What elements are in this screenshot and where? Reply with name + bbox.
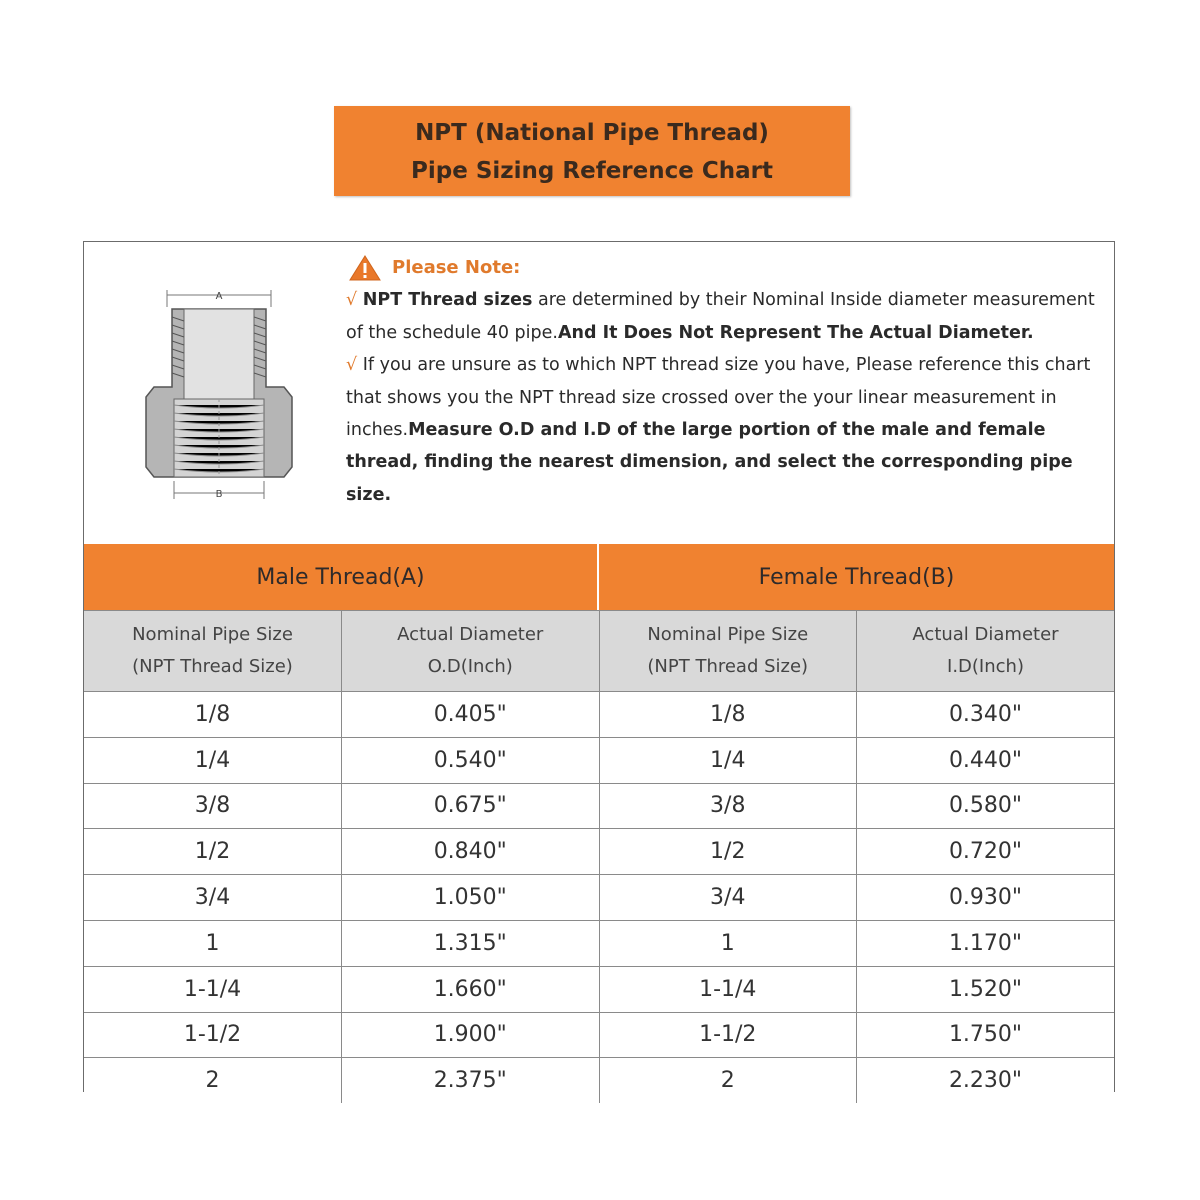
table-cell: 1.050" — [342, 875, 600, 921]
table-cell: 2 — [599, 1058, 857, 1103]
note-p2-bold: Measure O.D and I.D of the large portion of the male and female thread, finding the nearest dimension, and select the corresponding pipe size. — [346, 420, 1073, 505]
note-p1-bold: NPT Thread sizes — [362, 290, 533, 311]
note-p2-text: If you are unsure as to which NPT thread size you have, Please reference this chart that shows you the NPT thread size crossed over the your linear measurement in inches. — [346, 355, 1091, 441]
check-mark-icon: √ — [346, 355, 358, 376]
table-row — [84, 737, 1114, 783]
note-heading-label: Please Note: — [392, 257, 521, 278]
table-cell: 1/8 — [84, 692, 342, 738]
column-header-line: I.D(Inch) — [947, 656, 1024, 677]
column-header-line: Actual Diameter — [912, 624, 1059, 645]
table-row — [84, 966, 1114, 1012]
column-header-female-nominal — [599, 611, 857, 692]
female-thread-header: Female Thread(B) — [758, 564, 955, 590]
column-header-line: Nominal Pipe Size — [132, 624, 293, 645]
table-cell: 1.660" — [342, 966, 600, 1012]
title-line-2: Pipe Sizing Reference Chart — [411, 158, 773, 184]
table-cell: 1/4 — [599, 737, 857, 783]
table-cell: 3/8 — [84, 783, 342, 829]
note-p1-bold-2: And It Does Not Represent The Actual Diameter. — [557, 322, 1034, 343]
table-cell: 0.675" — [342, 783, 600, 829]
pipe-fitting-diagram — [134, 287, 304, 507]
table-row — [84, 1012, 1114, 1058]
note-p1-text: are determined by their Nominal Inside diameter measurement of the schedule 40 pipe. — [346, 290, 1095, 343]
table-cell: 1 — [599, 920, 857, 966]
table-cell: 3/8 — [599, 783, 857, 829]
table-cell: 1.520" — [857, 966, 1115, 1012]
note-paragraph-1 — [346, 284, 1106, 349]
note-paragraph-2 — [346, 349, 1106, 511]
dimension-label-b: B — [215, 489, 223, 500]
table-cell: 2.375" — [342, 1058, 600, 1103]
table-cell: 0.720" — [857, 829, 1115, 875]
table-cell: 1-1/4 — [599, 966, 857, 1012]
table-cell: 0.540" — [342, 737, 600, 783]
table-cell: 0.405" — [342, 692, 600, 738]
table-cell: 1.170" — [857, 920, 1115, 966]
note-section — [84, 242, 1114, 544]
table-row — [84, 829, 1114, 875]
table-cell: 1 — [84, 920, 342, 966]
column-header-line: O.D(Inch) — [427, 656, 513, 677]
note-text-block — [346, 252, 1106, 511]
table-cell: 1/8 — [599, 692, 857, 738]
check-mark-icon: √ — [346, 290, 358, 311]
table-cell: 1/2 — [599, 829, 857, 875]
male-thread-header: Male Thread(A) — [84, 544, 599, 610]
table-row — [84, 875, 1114, 921]
table-row — [84, 783, 1114, 829]
column-header-male-od — [342, 611, 600, 692]
table-row — [84, 920, 1114, 966]
column-header-row — [84, 611, 1114, 692]
table-row — [84, 692, 1114, 738]
table-cell: 1-1/2 — [599, 1012, 857, 1058]
table-cell: 3/4 — [599, 875, 857, 921]
note-heading — [348, 252, 1106, 284]
pipe-size-table — [84, 610, 1114, 1103]
table-cell: 1.900" — [342, 1012, 600, 1058]
table-cell: 1-1/2 — [84, 1012, 342, 1058]
reference-chart-panel — [83, 241, 1115, 1092]
table-cell: 2.230" — [857, 1058, 1115, 1103]
title-line-1: NPT (National Pipe Thread) — [415, 120, 769, 146]
chart-title-banner — [334, 106, 850, 196]
column-header-line: (NPT Thread Size) — [132, 656, 293, 677]
table-cell: 2 — [84, 1058, 342, 1103]
column-header-female-id — [857, 611, 1115, 692]
warning-triangle-icon — [348, 254, 382, 282]
thread-type-header — [84, 544, 1114, 610]
table-cell: 1/4 — [84, 737, 342, 783]
table-cell: 1/2 — [84, 829, 342, 875]
column-header-line: Nominal Pipe Size — [647, 624, 809, 645]
table-cell: 1.315" — [342, 920, 600, 966]
table-cell: 0.340" — [857, 692, 1115, 738]
table-cell: 0.580" — [857, 783, 1115, 829]
column-header-line: Actual Diameter — [397, 624, 544, 645]
table-cell: 1.750" — [857, 1012, 1115, 1058]
table-cell: 3/4 — [84, 875, 342, 921]
dimension-label-a: A — [215, 291, 223, 302]
table-cell: 0.440" — [857, 737, 1115, 783]
table-cell: 0.840" — [342, 829, 600, 875]
column-header-male-nominal — [84, 611, 342, 692]
table-cell: 0.930" — [857, 875, 1115, 921]
table-row — [84, 1058, 1114, 1103]
table-cell: 1-1/4 — [84, 966, 342, 1012]
column-header-line: (NPT Thread Size) — [647, 656, 809, 677]
